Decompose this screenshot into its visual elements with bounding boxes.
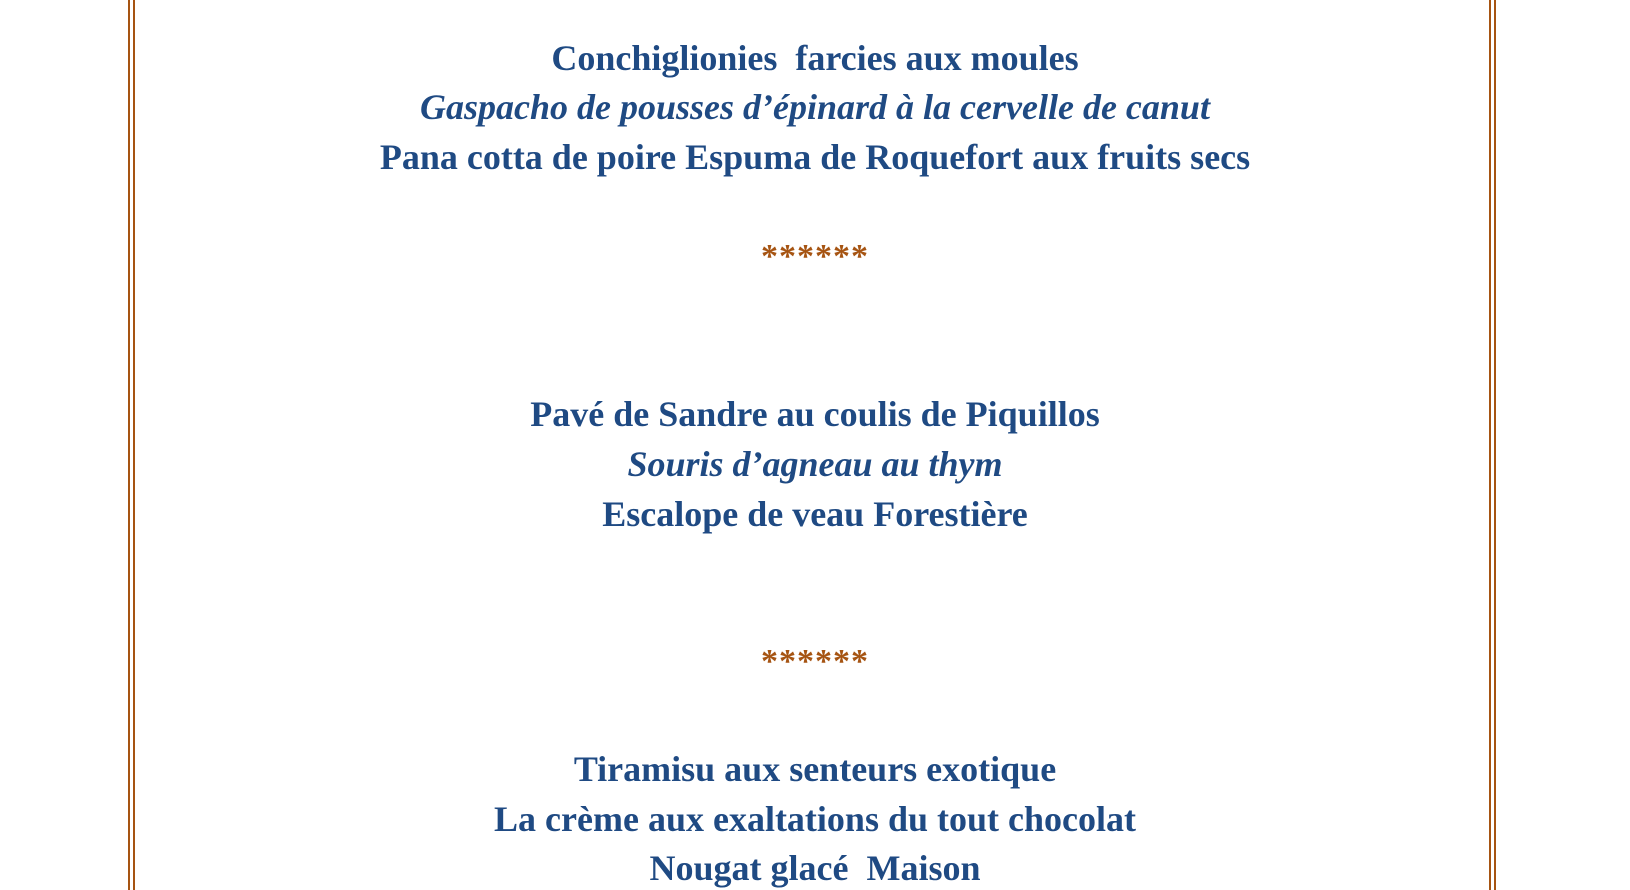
dessert-item-3: Nougat glacé Maison [649,848,981,888]
entree-item-1: Conchiglionies farcies aux moules [551,38,1079,78]
main-course-item-1: Pavé de Sandre au coulis de Piquillos [530,394,1100,434]
entree-item-3: Pana cotta de poire Espuma de Roquefort aux fruits secs [379,137,1251,177]
main-course-item-3: Escalope de veau Forestière [602,494,1028,534]
dessert-item-1: Tiramisu aux senteurs exotique [573,749,1057,789]
dessert-item-2: La crème aux exaltations du tout chocolat [494,799,1136,839]
entree-item-2: Gaspacho de pousses d’épinard à la cervelle de canut [420,87,1210,127]
main-course-item-2: Souris d’agneau au thym [627,444,1003,484]
course-separator-1: ****** [761,238,869,275]
course-separator-2: ****** [761,643,869,680]
